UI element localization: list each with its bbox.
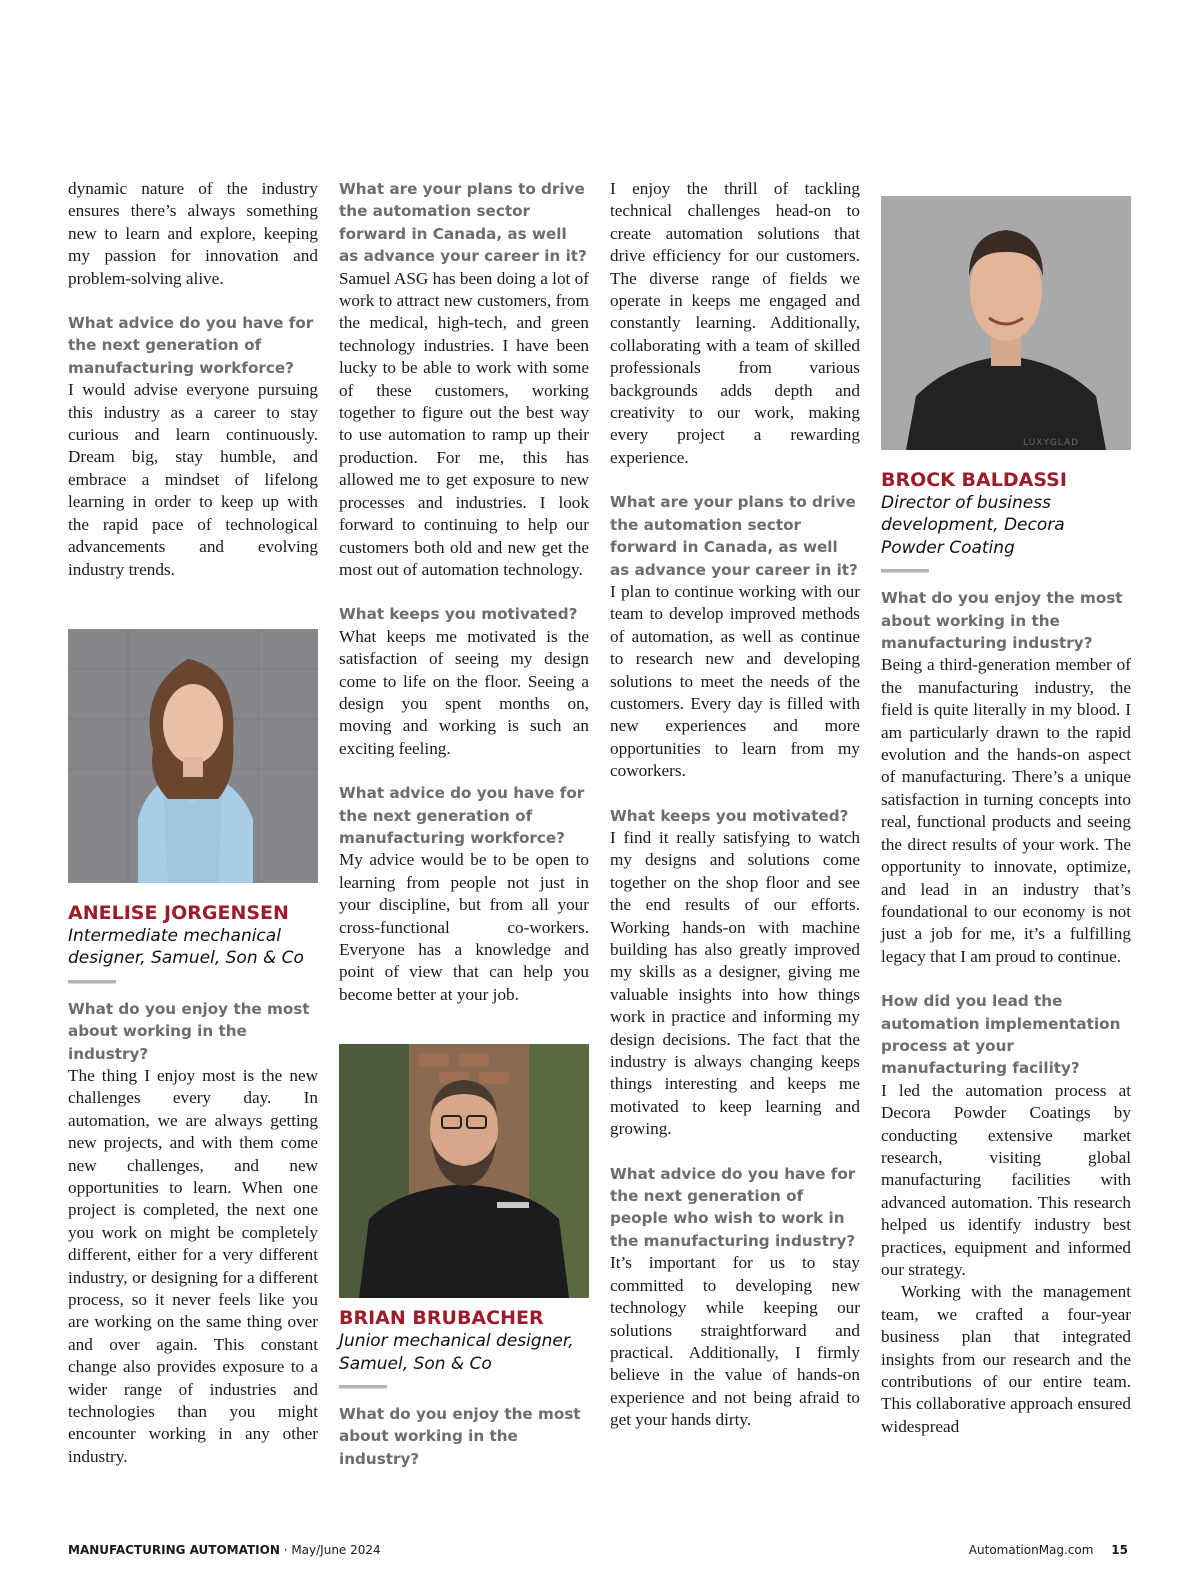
- question-heading: What do you enjoy the most about working in the industry?: [68, 999, 310, 1063]
- column-2: [339, 178, 589, 1470]
- body-text: I plan to continue working with our team to develop improved methods of automation, as well as continue to research new and developing solutions to meet the needs of the customers. Every day is filled with new experiences and more opportunities to learn from my coworkers.: [610, 581, 860, 781]
- question-heading: What are your plans to drive the automation sector forward in Canada, as well as advance your career in it?: [339, 180, 587, 266]
- divider: [68, 980, 116, 984]
- divider: [881, 569, 929, 573]
- body-text: I would advise everyone pursuing this industry as a career to stay curious and learn continuously. Dream big, stay humble, and embrace a mindset of lifelong learning in order to keep up with the rapid pace of technological advancements and evolving industry trends.: [68, 380, 318, 579]
- body-text: Samuel ASG has been doing a lot of work to attract new customers, from the medical, high-tech, and green technology industries. I have been lucky to be able to work with some of these customers, working together to figure out the best way to use automation to ramp up their production. For me, this has allowed me to get exposure to new processes and industries. I look forward to continuing to help our customers both old and new get the most out of automation technology.: [339, 268, 589, 579]
- magazine-name: MANUFACTURING AUTOMATION: [68, 1543, 280, 1557]
- question-heading: What advice do you have for the next generation of people who wish to work in the manufacturing industry?: [610, 1164, 856, 1250]
- body-text: I enjoy the thrill of tackling technical challenges head-on to create automation solutions that drive efficiency for our customers. The diverse range of fields we operate in keeps me engaged and constantly learning. Additionally, collaborating with a team of skilled professionals from various backgrounds adds depth and creativity to our work, making every project a rewarding experience.: [610, 179, 860, 467]
- body-text: It’s important for us to stay committed to developing new technology while keeping our solutions straightforward and practical. Additionally, I firmly believe in the value of hands-on experience and not being afraid to get your hands dirty.: [610, 1253, 860, 1430]
- body-text: The thing I enjoy most is the new challenges every day. In automation, we are always getting new projects, and with them come new challenges, and new opportunities to learn. When one project is completed, the next one you work on might be completely different, either for a very different industry, or designing for a different process, so it never feels like you are working on the same thing over and over again. This constant change also provides exposure to a wider range of industries and technologies than you might encounter working in any other industry.: [68, 1065, 318, 1466]
- body-text: Being a third-generation member of the manufacturing industry, the field is quite literally in my blood. I am particularly drawn to the rapid evolution and the hands-on aspect of manufacturing. There’s a unique satisfaction in turning concepts into real, functional products and seeing the direct results of your work. The opportunity to innovate, optimize, and lead in an industry that’s foundational to our economy is not just a job for me, it’s a fulfilling legacy that I am proud to continue.: [881, 655, 1131, 966]
- website-link[interactable]: AutomationMag.com: [968, 1543, 1094, 1557]
- question-heading: What are your plans to drive the automation sector forward in Canada, as well as advance your career in it?: [610, 493, 858, 579]
- body-text: Working with the management team, we crafted a four-year business plan that integrated insights from our research and the contributions of our entire team. This collaborative approach ensured widespread: [881, 1282, 1131, 1436]
- column-3: [610, 178, 860, 1432]
- portrait-image: [339, 1044, 589, 1298]
- person-name: BRIAN BRUBACHER: [339, 1307, 544, 1330]
- person-title: Intermediate mechanical designer, Samuel, Son & Co: [68, 925, 304, 969]
- question-heading: What advice do you have for the next generation of manufacturing workforce?: [339, 784, 585, 847]
- person-name: BROCK BALDASSI: [881, 469, 1067, 491]
- body-text: What keeps me motivated is the satisfaction of seeing my design come to life on the floor. Seeing a design you spent months on, moving and working is such an exciting feeling.: [339, 626, 589, 758]
- footer-left: [68, 1543, 381, 1557]
- column-1: [68, 178, 318, 1468]
- question-heading: What advice do you have for the next generation of manufacturing workforce?: [68, 314, 314, 377]
- footer-separator: ·: [279, 1543, 292, 1557]
- divider: [339, 1385, 387, 1389]
- footer-right: [969, 1543, 1128, 1557]
- portrait-brian-brubacher: [339, 1044, 589, 1298]
- portrait-image: [881, 196, 1131, 450]
- shirt-logo-text: LUXYGLAD: [1023, 438, 1080, 448]
- column-4: [881, 178, 1131, 1438]
- question-heading: What keeps you motivated?: [610, 806, 849, 825]
- person-name: ANELISE JORGENSEN: [68, 901, 289, 924]
- body-text: I find it really satisfying to watch my designs and solutions come together on the shop floor and see the end results of our efforts. Working hands-on with machine building has also greatly improved my skills as a designer, giving me valuable insights into how things work in practice and informing my design decisions. The fact that the industry is always changing keeps things interesting and keeps me motivated to keep learning and growing.: [610, 827, 860, 1139]
- question-heading: What keeps you motivated?: [339, 605, 578, 624]
- body-text: dynamic nature of the industry ensures there’s always something new to learn and explore, keeping my passion for innovation and problem-solving alive.: [68, 179, 318, 288]
- issue-date: May/June 2024: [291, 1543, 381, 1557]
- portrait-image: [68, 629, 318, 883]
- body-text: I led the automation process at Decora Powder Coatings by conducting extensive market research, visiting global manufacturing facilities with advanced automation. This research helped us identify industry best practices, equipment and informed our strategy.: [881, 1080, 1131, 1279]
- question-heading: What do you enjoy the most about working in the manufacturing industry?: [881, 589, 1123, 653]
- person-title: Junior mechanical designer, Samuel, Son & Co: [339, 1331, 574, 1374]
- page-number: 15: [1111, 1543, 1128, 1557]
- question-heading: How did you lead the automation implementation process at your manufacturing facility?: [881, 992, 1121, 1078]
- portrait-anelise-jorgensen: [68, 629, 318, 883]
- portrait-brock-baldassi: [881, 196, 1131, 450]
- person-title: Director of business development, Decora Powder Coating: [881, 493, 1065, 558]
- body-text: My advice would be to be open to learning from people not just in your discipline, but from all your cross-functional co-workers. Everyone has a knowledge and point of view that can help you become better at your job.: [339, 850, 589, 1004]
- question-heading: What do you enjoy the most about working in the industry?: [339, 1405, 581, 1468]
